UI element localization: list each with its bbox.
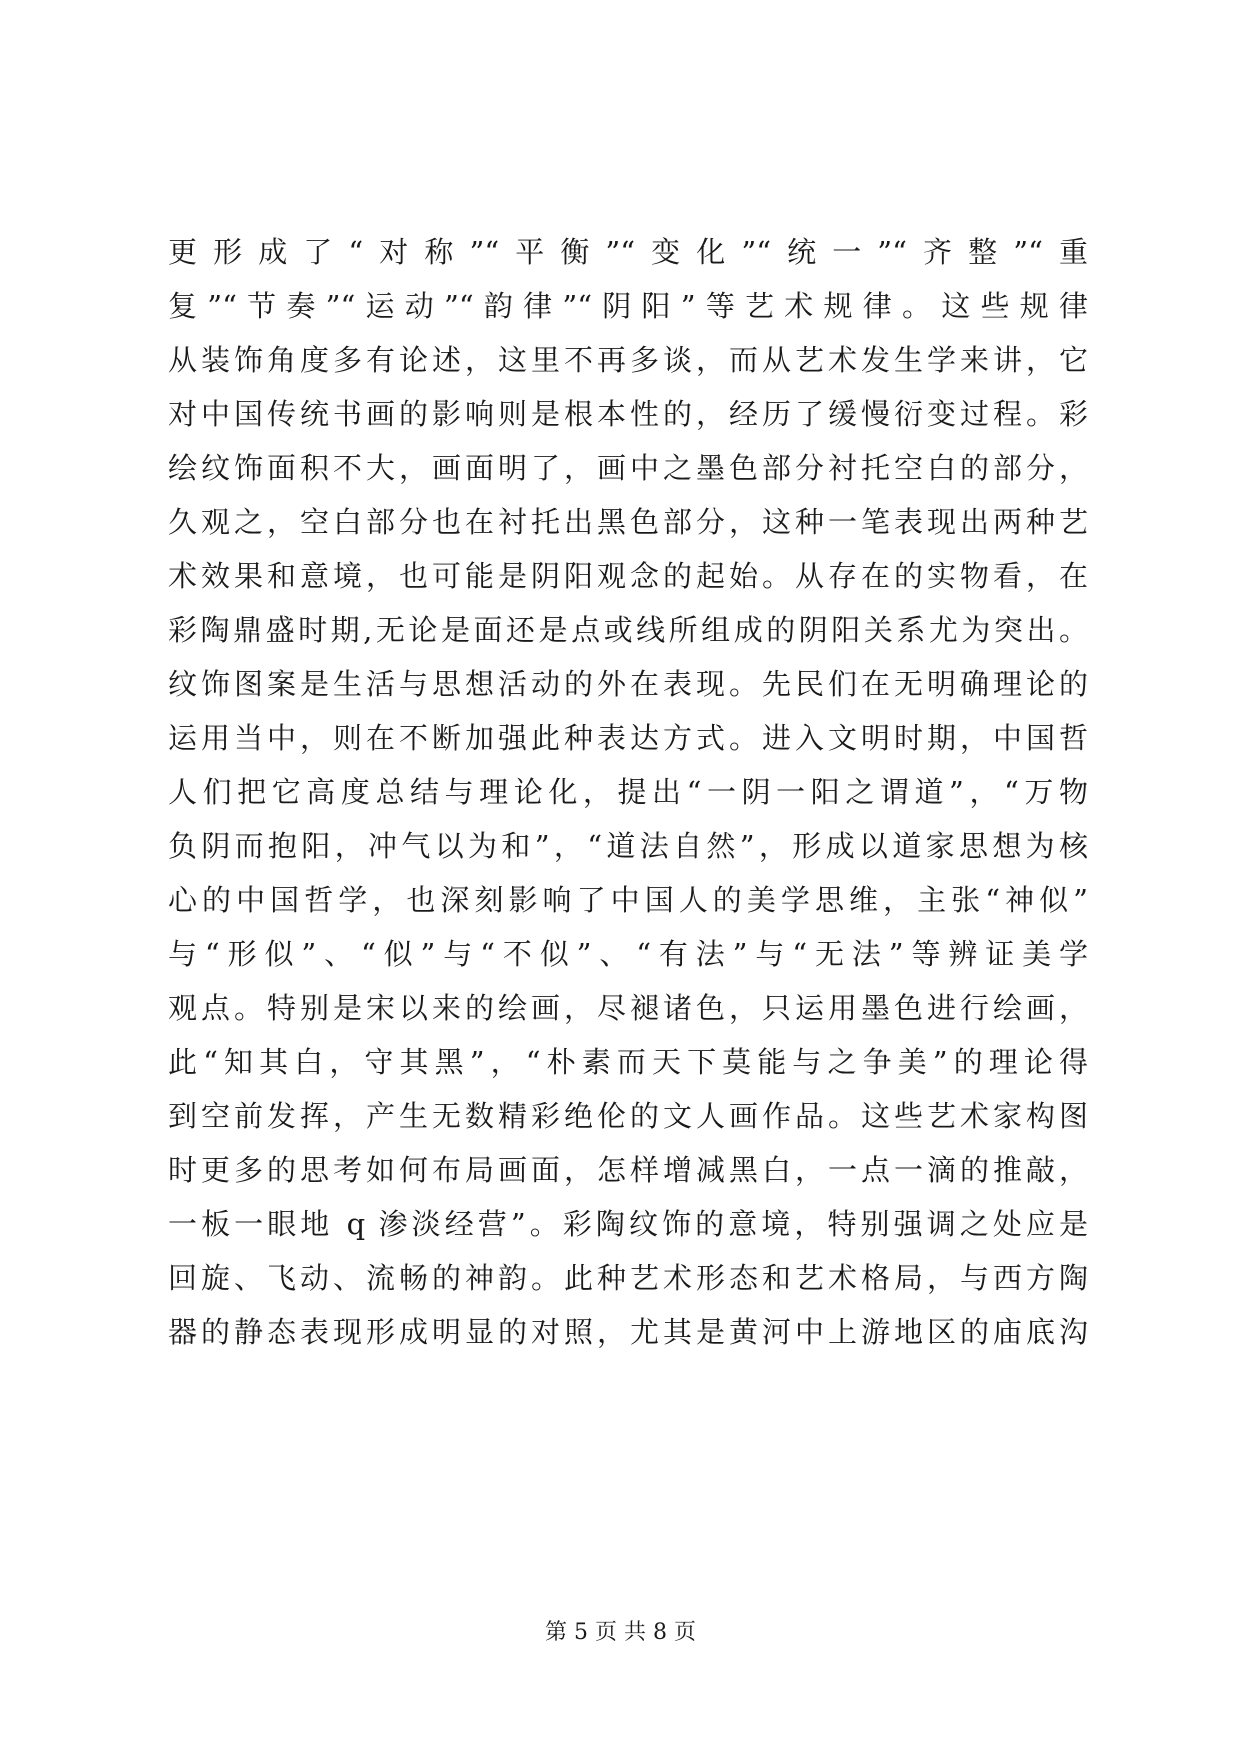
text-line-9: 纹饰图案是生活与思想活动的外在表现。先民们在无明确理论的	[168, 667, 1088, 701]
text-line-20: 回旋、飞动、流畅的神韵。此种艺术形态和艺术格局，与西方陶	[168, 1261, 1088, 1295]
text-line-5: 绘纹饰面积不大，画面明了，画中之墨色部分衬托空白的部分，	[168, 451, 1088, 485]
text-line-18: 时更多的思考如何布局画面，怎样增减黑白，一点一滴的推敲，	[168, 1153, 1088, 1187]
text-line-13: 心的中国哲学，也深刻影响了中国人的美学思维，主张“神似”	[168, 883, 1088, 917]
text-line-19: 一板一眼地 q 渗淡经营”。彩陶纹饰的意境，特别强调之处应是	[168, 1207, 1088, 1241]
page-number-footer: 第 5 页 共 8 页	[545, 1620, 696, 1645]
text-line-6: 久观之，空白部分也在衬托出黑色部分，这种一笔表现出两种艺	[168, 505, 1088, 539]
text-line-4: 对中国传统书画的影响则是根本性的，经历了缓慢衍变过程。彩	[168, 397, 1088, 431]
text-line-7: 术效果和意境，也可能是阴阳观念的起始。从存在的实物看，在	[168, 559, 1088, 593]
text-line-16: 此“知其白，守其黑”，“朴素而天下莫能与之争美”的理论得	[168, 1045, 1088, 1079]
text-line-1: 更形成了“对称”“平衡”“变化”“统一”“齐整”“重	[168, 235, 1088, 269]
text-line-8: 彩陶鼎盛时期,无论是面还是点或线所组成的阴阳关系尤为突出。	[168, 613, 1088, 647]
text-line-11: 人们把它高度总结与理论化，提出“一阴一阳之谓道”，“万物	[168, 775, 1088, 809]
text-line-14: 与“形似”、“似”与“不似”、“有法”与“无法”等辨证美学	[168, 937, 1088, 971]
text-line-12: 负阴而抱阳，冲气以为和”，“道法自然”，形成以道家思想为核	[168, 829, 1088, 863]
text-line-10: 运用当中，则在不断加强此种表达方式。进入文明时期，中国哲	[168, 721, 1088, 755]
text-line-2: 复”“节奏”“运动”“韵律”“阴阳”等艺术规律。这些规律	[168, 289, 1088, 323]
text-line-17: 到空前发挥，产生无数精彩绝伦的文人画作品。这些艺术家构图	[168, 1099, 1088, 1133]
text-line-15: 观点。特别是宋以来的绘画，尽褪诸色，只运用墨色进行绘画，	[168, 991, 1088, 1025]
text-line-21: 器的静态表现形成明显的对照，尤其是黄河中上游地区的庙底沟	[168, 1315, 1088, 1349]
text-line-3: 从装饰角度多有论述，这里不再多谈，而从艺术发生学来讲，它	[168, 343, 1088, 377]
